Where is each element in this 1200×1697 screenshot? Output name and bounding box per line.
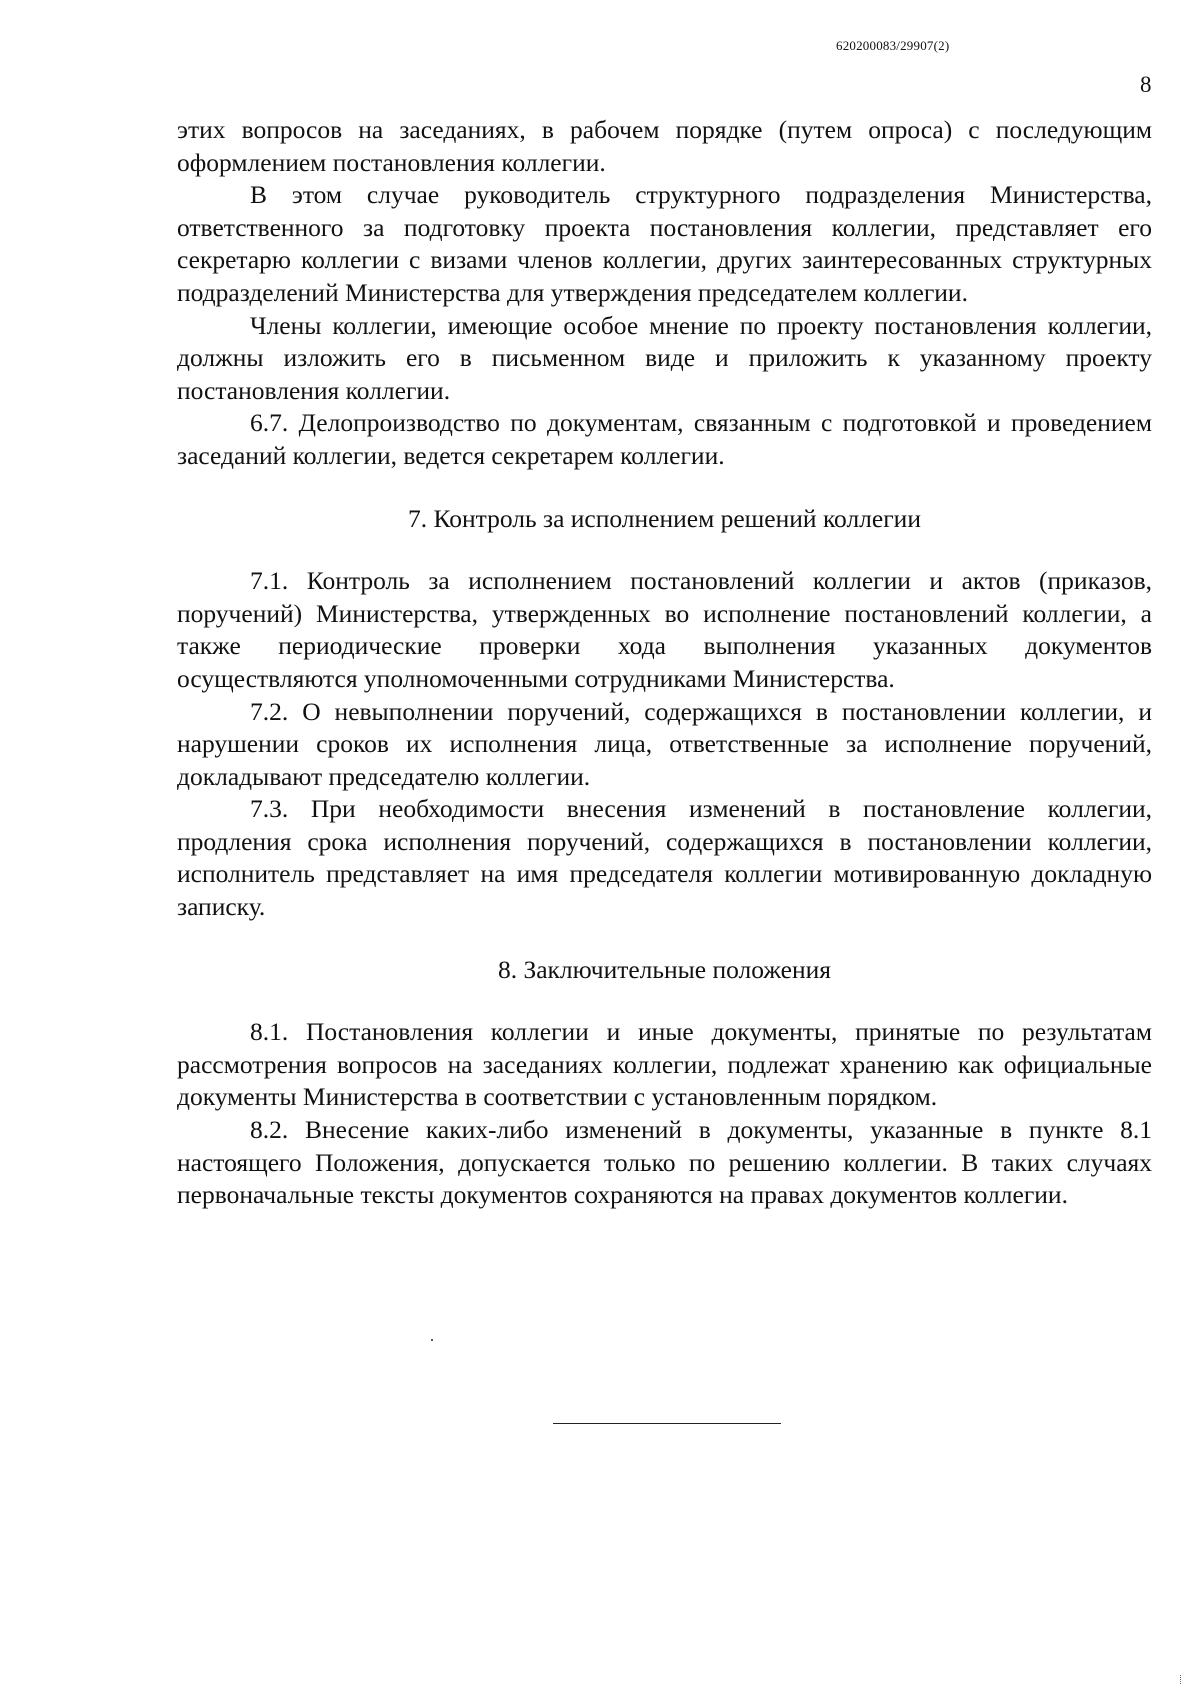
paragraph-7-3: 7.3. При необходимости внесения изменений в постановление коллегии, продления срока исполнения поручений, содержащихся в постановлении коллегии, исполнитель представляет на имя председателя коллегии мотивированную докладную записку. (177, 794, 1152, 922)
paragraph: Члены коллегии, имеющие особое мнение по проекту постановления коллегии, должны изложить его в письменном виде и приложить к указанному проекту постановления коллегии. (177, 310, 1152, 405)
end-of-document-rule (553, 1423, 781, 1424)
paragraph-6-7: 6.7. Делопроизводство по документам, связанным с подготовкой и проведением заседаний коллегии, ведется секретарем коллегии. (177, 408, 1152, 470)
paragraph-7-2: 7.2. О невыполнении поручений, содержащихся в постановлении коллегии, и нарушении сроков их исполнения лица, ответственные за исполнение поручений, докладывают председателю коллегии. (177, 696, 1152, 791)
section-7-heading: 7. Контроль за исполнением решений коллегии (408, 503, 921, 533)
document-body (177, 114, 1152, 1212)
paragraph-8-2: 8.2. Внесение каких-либо изменений в документы, указанные в пункте 8.1 настоящего Положения, допускается только по решению коллегии. В таких случаях первоначальные тексты документов сохраняются на правах документов коллегии. (177, 1115, 1152, 1210)
document-id: 620200083/29907(2) (836, 38, 950, 53)
paragraph-7-1: 7.1. Контроль за исполнением постановлений коллегии и актов (приказов, поручений) Министерства, утвержденных во исполнение постановлений коллегии, а также периодические проверки хода выполнения указанных документов осуществляются уполномоченными сотрудниками Министерства. (177, 566, 1152, 693)
scan-speck (431, 1339, 433, 1341)
section-8-heading: 8. Заключительные положения (497, 954, 832, 984)
page-number: 8 (1140, 72, 1152, 97)
paragraph-8-1: 8.1. Постановления коллегии и иные документы, принятые по результатам рассмотрения вопросов на заседаниях коллегии, подлежат хранению как официальные документы Министерства в соответствии с установленным порядком. (177, 1017, 1152, 1112)
paragraph-continuation: этих вопросов на заседаниях, в рабочем порядке (путем опроса) с последующим оформлением постановления коллегии. (177, 115, 1152, 177)
paragraph: В этом случае руководитель структурного подразделения Министерства, ответственного за подготовку проекта постановления коллегии, представляет его секретарю коллегии с визами членов коллегии, других заинтересованных структурных подразделений Министерства для утверждения председателем коллегии. (177, 180, 1152, 307)
scan-speck (1180, 1675, 1184, 1684)
